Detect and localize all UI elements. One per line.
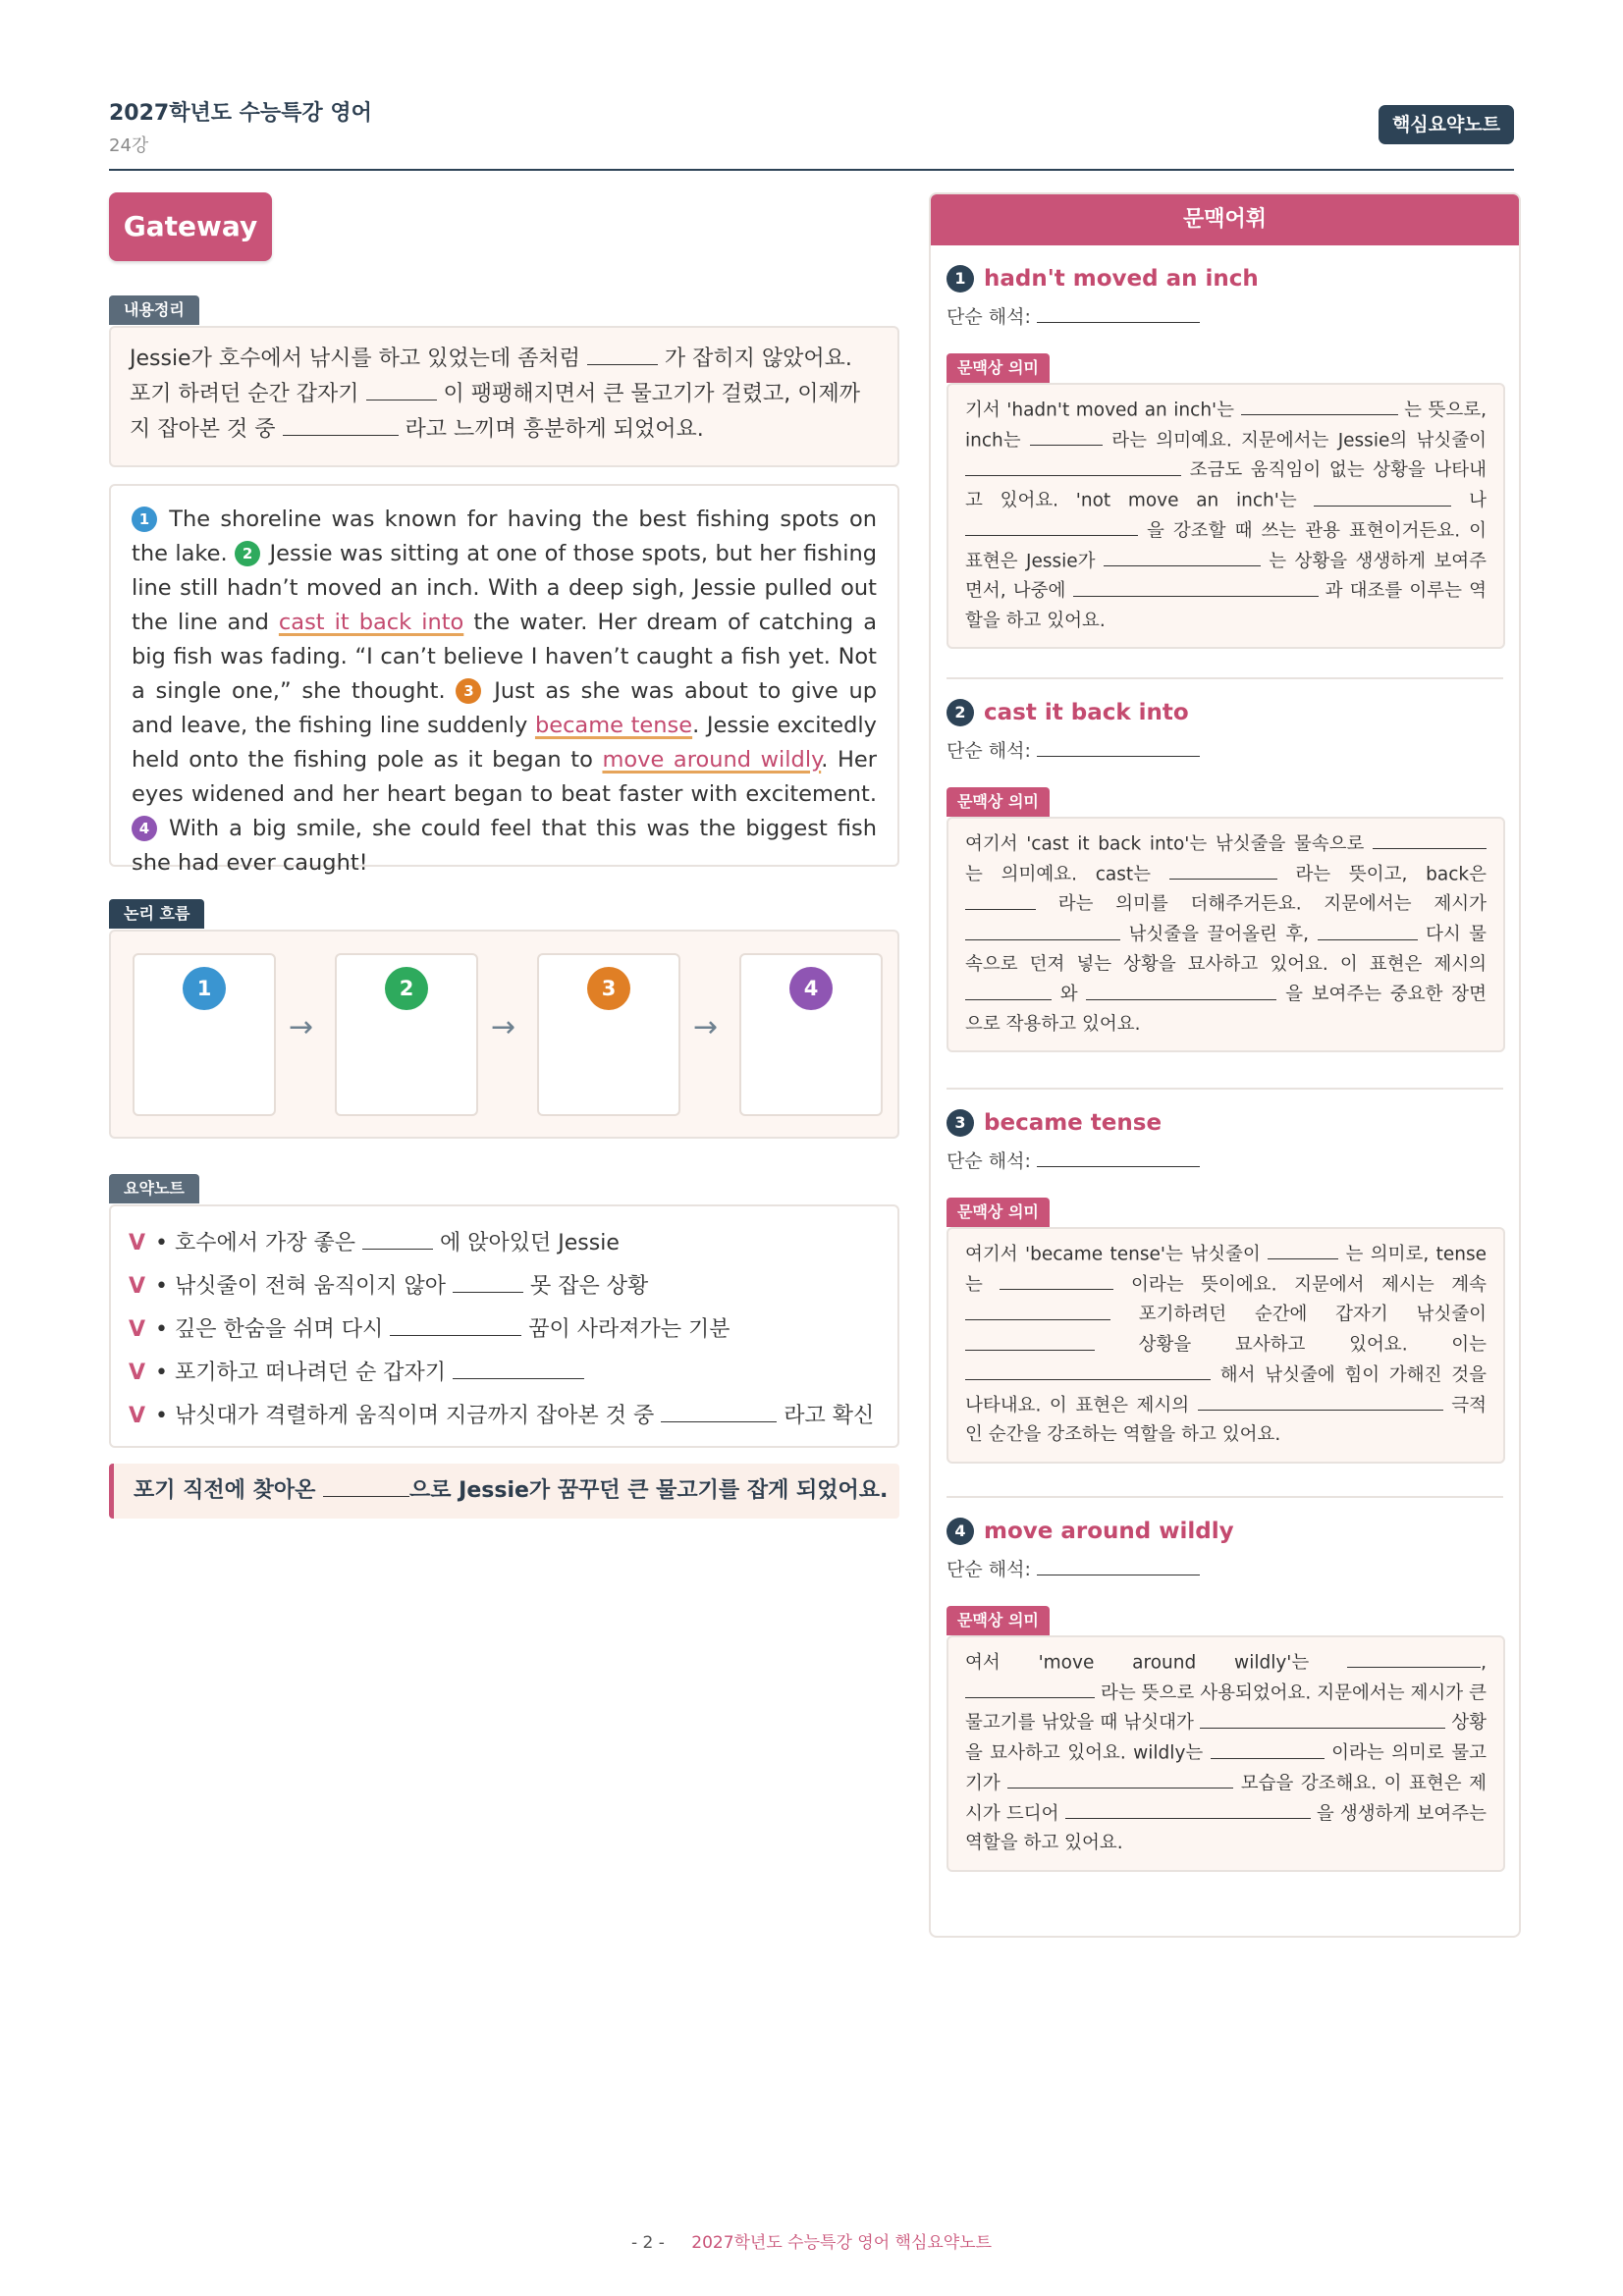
page-footer [0, 2228, 1623, 2253]
vocab-text: 상황을 묘사하고 있어요. 이는 [1138, 1334, 1487, 1356]
note-text: 에 앉아있던 Jessie [440, 1231, 620, 1256]
sentence-number-4: 4 [132, 816, 157, 841]
blank[interactable] [362, 1226, 433, 1250]
vocab-text: 해서 낚싯줄에 힘이 가해진 것을 나타내요. 이 표현은 제시의 [965, 1364, 1487, 1416]
vocab-text: 여기서 'cast it back into'는 낚싯줄을 물속으로 [965, 833, 1365, 855]
vocab-item-1 [947, 261, 1505, 649]
arrow-right-icon: → [289, 1010, 314, 1044]
note-item [129, 1399, 874, 1429]
blank[interactable] [965, 1300, 1110, 1319]
page-number: - 2 - [630, 2233, 665, 2253]
blank[interactable] [965, 1330, 1095, 1350]
sentence-3-part: . Her eyes widened and her heart began to beat faster with excitement. [132, 747, 877, 807]
blank[interactable] [1198, 1391, 1443, 1411]
blank[interactable] [965, 1361, 1211, 1380]
simple-translation-label: 단순 해석: [947, 306, 1031, 328]
vocab-item-2 [947, 695, 1505, 1052]
summary-note-tag: 요약노트 [109, 1174, 199, 1203]
vocab-text: 낚싯줄을 끌어올린 후, [1128, 924, 1310, 945]
blank[interactable] [1037, 1555, 1200, 1575]
highlight-cast-it-back-into: cast it back into [278, 610, 464, 635]
vocab-word: move around wildly [984, 1519, 1234, 1544]
blank[interactable] [965, 889, 1036, 909]
vocab-text: 여기서 'became tense'는 낚싯줄이 [965, 1244, 1261, 1265]
vocab-word: hadn't moved an inch [984, 266, 1259, 292]
blank[interactable] [1169, 860, 1277, 880]
context-meaning-box [947, 1635, 1505, 1872]
vocab-number-2: 2 [947, 699, 974, 726]
check-mark-icon: V [129, 1274, 146, 1300]
vocab-text: 라는 뜻으로 사용되었어요. 지문에서는 제시가 큰 물고기를 낚았을 때 낚싯대가 [965, 1682, 1487, 1734]
blank[interactable] [1318, 920, 1418, 939]
passage-text [111, 486, 897, 897]
check-mark-icon: V [129, 1361, 146, 1386]
note-item [129, 1312, 730, 1343]
blank[interactable] [1030, 426, 1103, 446]
sentence-3-part: . Jessie excitedly held onto the fishing pole as it began to [132, 713, 878, 773]
vocab-divider [947, 677, 1503, 679]
vocab-text: 라는 뜻이고, back은 [1295, 864, 1487, 885]
blank[interactable] [1073, 576, 1319, 596]
vocab-text: 여서 'move around wildly'는 [965, 1652, 1310, 1674]
simple-translation-label: 단순 해석: [947, 1150, 1031, 1172]
final-summary [109, 1464, 899, 1519]
flow-card-1[interactable] [133, 953, 276, 1116]
content-summary-tag: 내용정리 [109, 295, 199, 325]
final-text: 포기 직전에 찾아온 [134, 1478, 316, 1503]
summary-part: 가 잡히지 않았어요. 포기 하려던 순간 갑자기 [130, 347, 852, 407]
blank[interactable] [1037, 736, 1200, 757]
blank[interactable] [1086, 980, 1276, 999]
note-text: • 낚싯줄이 전혀 움직이지 않아 [155, 1274, 447, 1300]
flow-card-4[interactable] [739, 953, 883, 1116]
blank[interactable] [965, 980, 1052, 999]
blank[interactable] [1200, 1708, 1445, 1728]
note-item [129, 1356, 584, 1386]
blank[interactable] [587, 342, 658, 365]
context-meaning-box [947, 1227, 1505, 1464]
vocab-text: 조금도 움직임이 없는 상황을 나타내고 있어요. 'not move an inch'는 [965, 459, 1487, 511]
vocab-number-1: 1 [947, 265, 974, 293]
passage-box [109, 484, 899, 876]
blank[interactable] [965, 455, 1181, 475]
check-mark-icon: V [129, 1231, 146, 1256]
blank[interactable] [1037, 302, 1200, 323]
check-mark-icon: V [129, 1317, 146, 1343]
highlight-became-tense: became tense [534, 713, 693, 738]
blank[interactable] [283, 412, 399, 436]
summary-part: 라고 느끼며 흥분하게 되었어요. [405, 417, 704, 443]
vocab-text: 극적인 순간을 강조하는 역할을 하고 있어요. [965, 1395, 1487, 1446]
vocab-text: 는 의미예요. cast는 [965, 864, 1151, 885]
blank[interactable] [1373, 829, 1487, 849]
vocab-item-3 [947, 1105, 1505, 1464]
vocab-text: 모습을 강조해요. 이 표현은 제시가 드디어 [965, 1773, 1487, 1825]
blank[interactable] [1241, 396, 1398, 415]
vocab-text: 기서 'hadn't moved an inch'는 [965, 400, 1235, 421]
sentence-3-part: Just as she was about to give up and leave, the fishing line suddenly [132, 678, 878, 738]
note-item [129, 1226, 620, 1256]
vocab-divider [947, 1496, 1503, 1498]
sentence-number-3: 3 [456, 678, 481, 704]
summary-part: Jessie가 호수에서 낚시를 하고 있었는데 좀처럼 [130, 347, 580, 372]
note-text: • 낚싯대가 격렬하게 움직이며 지금까지 잡아본 것 중 [155, 1404, 655, 1429]
context-meaning-box [947, 817, 1505, 1052]
note-type-badge: 핵심요약노트 [1379, 105, 1514, 144]
vocab-text: 는 뜻으로, inch는 [965, 400, 1487, 452]
sentence-2-part: the water. Her dream of catching a big fish was fading. “I can’t believe I haven’t caught a fish yet. Not a single one,” she thought. [132, 610, 877, 704]
header-divider [109, 169, 1514, 171]
vocab-text: 포기하려던 순간에 갑자기 낚싯줄이 [1138, 1304, 1487, 1325]
blank[interactable] [1211, 1738, 1325, 1758]
simple-translation [947, 1147, 1505, 1176]
vocab-text: 상황을 묘사하고 있어요. wildly는 [965, 1712, 1487, 1764]
sentence-1: The shoreline was known for having the best fishing spots on the lake. [132, 507, 878, 566]
vocab-text: 나 [1469, 490, 1487, 511]
vocab-text: 는 상황을 생생하게 보여주면서, 나중에 [965, 551, 1487, 602]
context-meaning-tag: 문맥상 의미 [947, 1606, 1050, 1635]
summary-part: 이 팽팽해지면서 큰 물고기가 걸렸고, 이제까지 잡아본 것 중 [130, 382, 861, 443]
vocab-text: , [1481, 1652, 1487, 1674]
note-text: 라고 확신 [784, 1404, 875, 1429]
simple-translation [947, 1555, 1505, 1584]
vocab-text: 다시 물속으로 던져 넣는 상황을 묘사하고 있어요. 이 표현은 제시의 [965, 924, 1488, 975]
context-meaning-box [947, 383, 1505, 649]
note-text: • 호수에서 가장 좋은 [155, 1231, 356, 1256]
note-text: 못 잡은 상황 [530, 1274, 649, 1300]
flow-number-1: 1 [183, 967, 226, 1010]
flow-number-3: 3 [587, 967, 630, 1010]
content-summary-box [109, 326, 899, 467]
summary-note-box [109, 1204, 899, 1448]
vocab-number-4: 4 [947, 1518, 974, 1545]
blank[interactable] [1347, 1648, 1481, 1668]
blank[interactable] [1065, 1799, 1311, 1819]
vocab-item-4 [947, 1514, 1505, 1872]
highlight-move-around-wildly: move around wildly [602, 747, 822, 773]
vocab-word: cast it back into [984, 700, 1189, 725]
blank[interactable] [1037, 1147, 1200, 1167]
lesson-label: 24강 [109, 135, 149, 156]
vocab-text: 을 생생하게 보여주는 역할을 하고 있어요. [965, 1803, 1487, 1854]
blank[interactable] [453, 1356, 584, 1379]
vocab-text: 과 대조를 이루는 역할을 하고 있어요. [965, 580, 1488, 632]
note-item [129, 1269, 648, 1300]
vocab-text: 와 [1059, 984, 1078, 1005]
sentence-number-1: 1 [132, 507, 157, 532]
blank[interactable] [965, 516, 1138, 536]
arrow-right-icon: → [491, 1010, 516, 1044]
vocab-text: 이라는 뜻이에요. 지문에서 제시는 계속 [1131, 1274, 1488, 1296]
logic-flow-box [109, 930, 899, 1139]
blank[interactable] [1268, 1240, 1338, 1259]
blank[interactable] [1314, 486, 1451, 506]
sentence-4: With a big smile, she could feel that this was the biggest fish she had ever caught! [132, 816, 877, 876]
simple-translation [947, 736, 1505, 766]
logic-flow-tag: 논리 흐름 [109, 899, 204, 929]
vocab-text: 라는 의미를 더해주거든요. 지문에서는 제시가 [1057, 893, 1487, 915]
blank[interactable] [453, 1269, 523, 1293]
simple-translation-label: 단순 해석: [947, 1559, 1031, 1580]
blank[interactable] [965, 920, 1120, 939]
note-text: • 포기하고 떠나려던 순 갑자기 [155, 1361, 447, 1386]
blank[interactable] [1007, 1769, 1233, 1789]
context-meaning-tag: 문맥상 의미 [947, 1198, 1050, 1227]
footer-title: 2027학년도 수능특강 영어 핵심요약노트 [691, 2233, 993, 2253]
vocab-number-3: 3 [947, 1109, 974, 1137]
flow-number-4: 4 [789, 967, 833, 1010]
vocab-word: became tense [984, 1110, 1163, 1136]
note-text: • 깊은 한숨을 쉬며 다시 [155, 1317, 384, 1343]
vocab-text: 을 보여주는 중요한 장면으로 작용하고 있어요. [965, 984, 1487, 1035]
document-title: 2027학년도 수능특강 영어 [109, 101, 372, 126]
gateway-label: Gateway [109, 192, 272, 261]
note-text: 꿈이 사라져가는 기분 [528, 1317, 730, 1343]
final-text: 으로 Jessie가 꿈꾸던 큰 물고기를 잡게 되었어요. [409, 1478, 889, 1503]
blank[interactable] [965, 1679, 1095, 1698]
flow-card-2[interactable] [335, 953, 478, 1116]
blank[interactable] [366, 377, 437, 400]
blank[interactable] [661, 1399, 777, 1422]
blank[interactable] [390, 1312, 521, 1336]
sentence-2-part: Jessie was sitting at one of those spots, but her fishing line still hadn’t moved an inch. With a deep sigh, Jessie pulled out the line and [132, 541, 878, 635]
blank[interactable] [323, 1473, 409, 1497]
context-vocab-title: 문맥어휘 [931, 194, 1519, 245]
vocab-divider [947, 1088, 1503, 1090]
simple-translation-label: 단순 해석: [947, 740, 1031, 762]
vocab-text: 라는 의미예요. 지문에서는 Jessie의 낚싯줄이 [1111, 430, 1488, 452]
vocab-text: 을 강조할 때 쓰는 관용 표현이거든요. 이 표현은 Jessie가 [965, 520, 1487, 572]
sentence-number-2: 2 [235, 541, 260, 566]
flow-card-3[interactable] [537, 953, 680, 1116]
simple-translation [947, 302, 1505, 332]
content-summary-text [111, 328, 897, 461]
arrow-right-icon: → [693, 1010, 719, 1044]
context-meaning-tag: 문맥상 의미 [947, 353, 1050, 383]
check-mark-icon: V [129, 1404, 146, 1429]
blank[interactable] [1104, 547, 1261, 566]
blank[interactable] [1000, 1270, 1113, 1290]
context-meaning-tag: 문맥상 의미 [947, 787, 1050, 817]
context-vocab-panel [929, 192, 1521, 1938]
vocab-text: 이라는 의미로 물고기가 [965, 1742, 1487, 1794]
flow-number-2: 2 [385, 967, 428, 1010]
vocab-text: 는 의미로, tense는 [965, 1244, 1487, 1296]
